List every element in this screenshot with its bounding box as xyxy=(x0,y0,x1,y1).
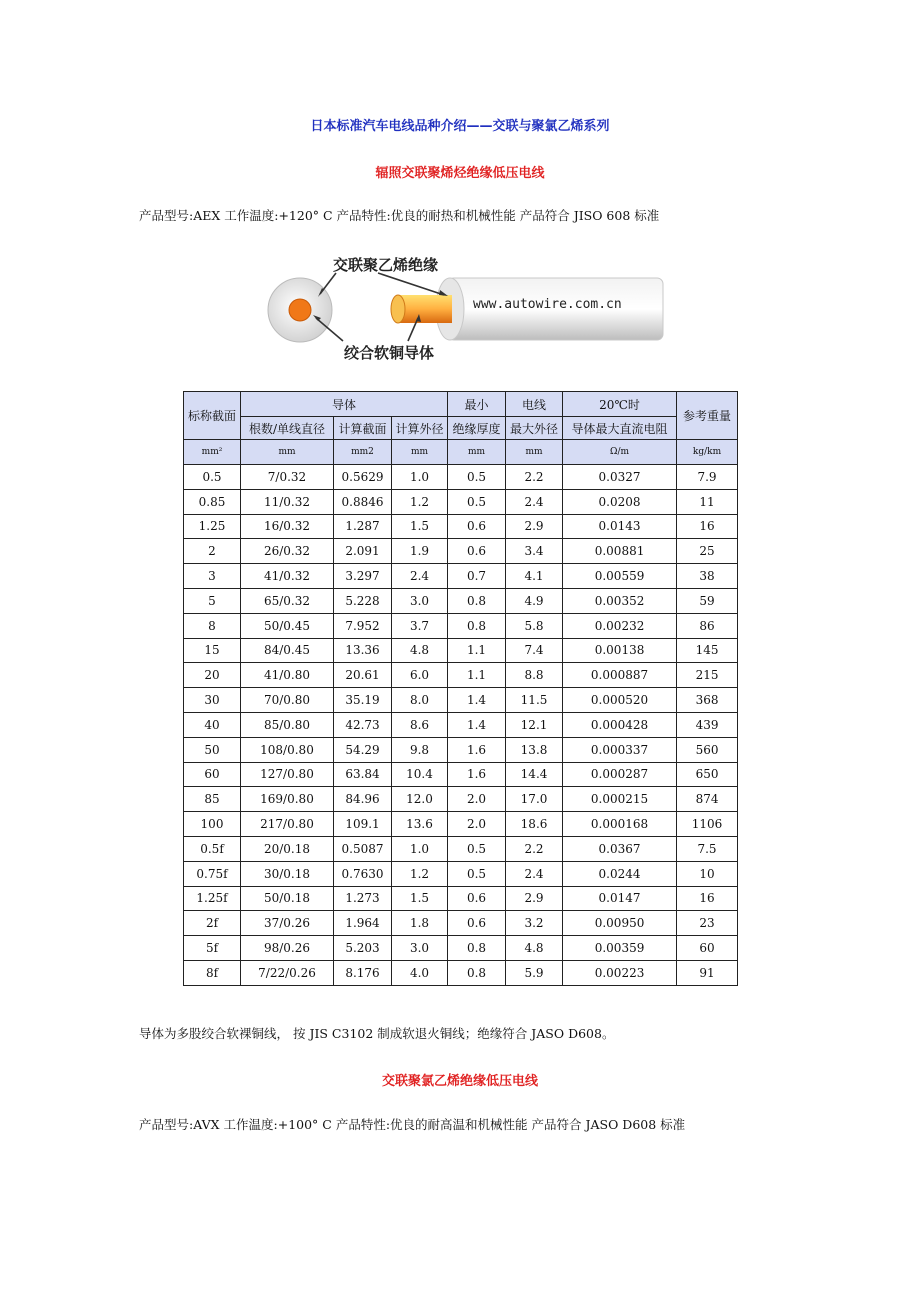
table-cell: 6.0 xyxy=(392,663,448,688)
table-cell: 16/0.32 xyxy=(241,514,334,539)
table-cell: 41/0.80 xyxy=(241,663,334,688)
table-cell: 2.0 xyxy=(448,812,506,837)
table-cell: 85 xyxy=(184,787,241,812)
table-cell: 5.228 xyxy=(334,588,392,613)
table-cell: 0.00950 xyxy=(563,911,677,936)
table-cell: 0.7 xyxy=(448,564,506,589)
table-cell: 3.0 xyxy=(392,588,448,613)
header-resistance-top: 20℃时 xyxy=(563,392,677,417)
table-cell: 2.091 xyxy=(334,539,392,564)
table-row xyxy=(184,465,738,490)
table-cell: 5.9 xyxy=(506,960,563,985)
table-cell: 8.176 xyxy=(334,960,392,985)
table-cell: 100 xyxy=(184,812,241,837)
section2-spec-line: 产品型号:AVX 工作温度:+100° C 产品特性:优良的耐高温和机械性能 产品符合 JASO D608 标准 xyxy=(139,1117,686,1132)
table-cell: 25 xyxy=(677,539,738,564)
table-cell: 0.00232 xyxy=(563,613,677,638)
table-cell: 91 xyxy=(677,960,738,985)
table-cell: 0.00138 xyxy=(563,638,677,663)
section2-heading: 交联聚氯乙烯绝缘低压电线 xyxy=(381,1074,538,1089)
table-cell: 0.5 xyxy=(448,489,506,514)
table-cell: 7.9 xyxy=(677,465,738,490)
table-row xyxy=(184,960,738,985)
table-cell: 1.9 xyxy=(392,539,448,564)
table-cell: 0.6 xyxy=(448,539,506,564)
table-row xyxy=(184,812,738,837)
header-min-top: 最小 xyxy=(448,392,506,417)
table-cell: 2f xyxy=(184,911,241,936)
table-row xyxy=(184,588,738,613)
table-cell: 368 xyxy=(677,688,738,713)
table-row xyxy=(184,638,738,663)
unit-calc-section: mm2 xyxy=(334,440,392,465)
table-cell: 0.0327 xyxy=(563,465,677,490)
table-row xyxy=(184,886,738,911)
header-calc-section: 计算截面 xyxy=(334,417,392,440)
table-row xyxy=(184,688,738,713)
table-cell: 40 xyxy=(184,712,241,737)
table-cell: 8 xyxy=(184,613,241,638)
table-cell: 2.2 xyxy=(506,465,563,490)
table-cell: 7.4 xyxy=(506,638,563,663)
table-cell: 84/0.45 xyxy=(241,638,334,663)
conductor-label: 绞合软铜导体 xyxy=(344,344,435,362)
table-cell: 7/22/0.26 xyxy=(241,960,334,985)
table-cell: 4.0 xyxy=(392,960,448,985)
table-cell: 1.4 xyxy=(448,688,506,713)
table-cell: 1.25 xyxy=(184,514,241,539)
table-cell: 10 xyxy=(677,861,738,886)
table-cell: 17.0 xyxy=(506,787,563,812)
table-cell: 35.19 xyxy=(334,688,392,713)
unit-nominal: mm² xyxy=(184,440,241,465)
unit-resistance: Ω/m xyxy=(563,440,677,465)
table-cell: 18.6 xyxy=(506,812,563,837)
cable-diagram xyxy=(258,248,668,373)
table-cell: 65/0.32 xyxy=(241,588,334,613)
table-cell: 4.8 xyxy=(506,936,563,961)
table-cell: 4.1 xyxy=(506,564,563,589)
table-cell: 217/0.80 xyxy=(241,812,334,837)
table-cell: 1106 xyxy=(677,812,738,837)
header-min-thickness: 绝缘厚度 xyxy=(448,417,506,440)
table-cell: 20.61 xyxy=(334,663,392,688)
table-cell: 1.5 xyxy=(392,514,448,539)
table-cell: 0.00223 xyxy=(563,960,677,985)
table-cell: 54.29 xyxy=(334,737,392,762)
table-cell: 7.5 xyxy=(677,836,738,861)
table-cell: 0.5 xyxy=(184,465,241,490)
table-row xyxy=(184,514,738,539)
table-cell: 13.6 xyxy=(392,812,448,837)
table-cell: 1.2 xyxy=(392,861,448,886)
table-row xyxy=(184,663,738,688)
table-cell: 16 xyxy=(677,514,738,539)
table-cell: 38 xyxy=(677,564,738,589)
table-cell: 0.5 xyxy=(448,465,506,490)
table-cell: 0.5087 xyxy=(334,836,392,861)
table-cell: 60 xyxy=(677,936,738,961)
table-row xyxy=(184,539,738,564)
section1-heading: 辐照交联聚烯烃绝缘低压电线 xyxy=(375,166,545,181)
table-cell: 23 xyxy=(677,911,738,936)
table-cell: 874 xyxy=(677,787,738,812)
table-row xyxy=(184,564,738,589)
table-cell: 1.273 xyxy=(334,886,392,911)
cross-section-conductor xyxy=(289,299,311,321)
table-cell: 59 xyxy=(677,588,738,613)
header-nominal-section: 标称截面 xyxy=(184,392,241,440)
table-cell: 3.7 xyxy=(392,613,448,638)
table-cell: 0.0367 xyxy=(563,836,677,861)
table-cell: 2.4 xyxy=(392,564,448,589)
table-cell: 41/0.32 xyxy=(241,564,334,589)
table-cell: 86 xyxy=(677,613,738,638)
table-cell: 13.8 xyxy=(506,737,563,762)
table-cell: 7/0.32 xyxy=(241,465,334,490)
table-cell: 1.0 xyxy=(392,836,448,861)
table-cell: 1.4 xyxy=(448,712,506,737)
table-row xyxy=(184,712,738,737)
unit-strands: mm xyxy=(241,440,334,465)
table-cell: 0.6 xyxy=(448,514,506,539)
table-cell: 0.000520 xyxy=(563,688,677,713)
header-weight: 参考重量 xyxy=(677,392,738,440)
table-cell: 0.85 xyxy=(184,489,241,514)
table-cell: 0.7630 xyxy=(334,861,392,886)
header-conductor: 导体 xyxy=(241,392,448,417)
page-title: 日本标准汽车电线品种介绍——交联与聚氯乙烯系列 xyxy=(310,119,610,134)
table-cell: 3.4 xyxy=(506,539,563,564)
table-cell: 0.00352 xyxy=(563,588,677,613)
watermark-url: www.autowire.com.cn xyxy=(473,297,622,312)
table-cell: 10.4 xyxy=(392,762,448,787)
header-wire-max-od: 最大外径 xyxy=(506,417,563,440)
table-cell: 2.9 xyxy=(506,886,563,911)
table-row xyxy=(184,762,738,787)
table-cell: 1.0 xyxy=(392,465,448,490)
table-cell: 169/0.80 xyxy=(241,787,334,812)
table-cell: 60 xyxy=(184,762,241,787)
table-cell: 0.8846 xyxy=(334,489,392,514)
table-cell: 3.297 xyxy=(334,564,392,589)
table-cell: 12.0 xyxy=(392,787,448,812)
table-cell: 30/0.18 xyxy=(241,861,334,886)
header-resistance: 导体最大直流电阻 xyxy=(563,417,677,440)
table-cell: 1.6 xyxy=(448,737,506,762)
table-row xyxy=(184,936,738,961)
table-cell: 0.5f xyxy=(184,836,241,861)
section1-spec-line: 产品型号:AEX 工作温度:+120° C 产品特性:优良的耐热和机械性能 产品符合 JISO 608 标准 xyxy=(139,208,660,223)
table-cell: 5.203 xyxy=(334,936,392,961)
spec-table xyxy=(183,391,738,986)
table-cell: 3.2 xyxy=(506,911,563,936)
table-row xyxy=(184,861,738,886)
table-row xyxy=(184,489,738,514)
table-cell: 0.00881 xyxy=(563,539,677,564)
table-cell: 8.8 xyxy=(506,663,563,688)
table-cell: 0.5629 xyxy=(334,465,392,490)
table-cell: 11/0.32 xyxy=(241,489,334,514)
table-cell: 0.8 xyxy=(448,588,506,613)
header-wire-top: 电线 xyxy=(506,392,563,417)
table-cell: 0.0208 xyxy=(563,489,677,514)
table-cell: 5 xyxy=(184,588,241,613)
table-cell: 0.0244 xyxy=(563,861,677,886)
table-cell: 0.75f xyxy=(184,861,241,886)
copper-conductor xyxy=(398,295,452,323)
conductor-note: 导体为多股绞合软裸铜线， 按 JIS C3102 制成软退火铜线；绝缘符合 JASO D608。 xyxy=(139,1026,615,1041)
spec-table-body xyxy=(184,465,738,986)
table-cell: 2 xyxy=(184,539,241,564)
table-cell: 0.8 xyxy=(448,613,506,638)
table-cell: 0.8 xyxy=(448,936,506,961)
table-cell: 1.5 xyxy=(392,886,448,911)
table-row xyxy=(184,911,738,936)
table-row xyxy=(184,787,738,812)
table-cell: 37/0.26 xyxy=(241,911,334,936)
table-cell: 63.84 xyxy=(334,762,392,787)
table-cell: 145 xyxy=(677,638,738,663)
table-cell: 26/0.32 xyxy=(241,539,334,564)
table-cell: 70/0.80 xyxy=(241,688,334,713)
table-cell: 0.6 xyxy=(448,911,506,936)
table-cell: 0.000887 xyxy=(563,663,677,688)
table-cell: 1.1 xyxy=(448,663,506,688)
table-cell: 8.0 xyxy=(392,688,448,713)
table-cell: 109.1 xyxy=(334,812,392,837)
table-cell: 0.00359 xyxy=(563,936,677,961)
table-cell: 0.000428 xyxy=(563,712,677,737)
table-cell: 8f xyxy=(184,960,241,985)
table-cell: 0.5 xyxy=(448,836,506,861)
table-cell: 439 xyxy=(677,712,738,737)
table-cell: 0.6 xyxy=(448,886,506,911)
table-cell: 0.5 xyxy=(448,861,506,886)
table-cell: 12.1 xyxy=(506,712,563,737)
table-cell: 5f xyxy=(184,936,241,961)
table-cell: 20/0.18 xyxy=(241,836,334,861)
table-cell: 4.9 xyxy=(506,588,563,613)
table-cell: 9.8 xyxy=(392,737,448,762)
unit-calc-od: mm xyxy=(392,440,448,465)
table-cell: 0.8 xyxy=(448,960,506,985)
table-cell: 50/0.45 xyxy=(241,613,334,638)
table-cell: 42.73 xyxy=(334,712,392,737)
table-row xyxy=(184,613,738,638)
table-cell: 7.952 xyxy=(334,613,392,638)
header-calc-od: 计算外径 xyxy=(392,417,448,440)
table-row xyxy=(184,737,738,762)
table-cell: 3 xyxy=(184,564,241,589)
table-cell: 0.000168 xyxy=(563,812,677,837)
table-cell: 2.2 xyxy=(506,836,563,861)
table-cell: 84.96 xyxy=(334,787,392,812)
table-cell: 0.0147 xyxy=(563,886,677,911)
table-cell: 1.25f xyxy=(184,886,241,911)
unit-min-thickness: mm xyxy=(448,440,506,465)
table-cell: 108/0.80 xyxy=(241,737,334,762)
table-cell: 0.0143 xyxy=(563,514,677,539)
table-cell: 85/0.80 xyxy=(241,712,334,737)
table-cell: 650 xyxy=(677,762,738,787)
table-cell: 20 xyxy=(184,663,241,688)
table-cell: 560 xyxy=(677,737,738,762)
table-cell: 127/0.80 xyxy=(241,762,334,787)
table-cell: 2.0 xyxy=(448,787,506,812)
table-cell: 1.2 xyxy=(392,489,448,514)
table-cell: 14.4 xyxy=(506,762,563,787)
table-cell: 13.36 xyxy=(334,638,392,663)
unit-weight: kg/km xyxy=(677,440,738,465)
table-cell: 0.000215 xyxy=(563,787,677,812)
header-strands: 根数/单线直径 xyxy=(241,417,334,440)
table-row xyxy=(184,836,738,861)
unit-wire-od: mm xyxy=(506,440,563,465)
table-cell: 98/0.26 xyxy=(241,936,334,961)
table-cell: 11 xyxy=(677,489,738,514)
table-cell: 8.6 xyxy=(392,712,448,737)
table-cell: 2.4 xyxy=(506,861,563,886)
table-cell: 16 xyxy=(677,886,738,911)
table-cell: 0.000287 xyxy=(563,762,677,787)
table-cell: 0.000337 xyxy=(563,737,677,762)
table-cell: 1.964 xyxy=(334,911,392,936)
table-cell: 11.5 xyxy=(506,688,563,713)
table-cell: 2.9 xyxy=(506,514,563,539)
table-cell: 1.6 xyxy=(448,762,506,787)
table-cell: 15 xyxy=(184,638,241,663)
table-cell: 4.8 xyxy=(392,638,448,663)
insulation-label: 交联聚乙烯绝缘 xyxy=(333,256,439,274)
table-cell: 1.8 xyxy=(392,911,448,936)
table-cell: 3.0 xyxy=(392,936,448,961)
table-cell: 215 xyxy=(677,663,738,688)
table-cell: 2.4 xyxy=(506,489,563,514)
table-cell: 30 xyxy=(184,688,241,713)
table-cell: 0.00559 xyxy=(563,564,677,589)
table-cell: 1.1 xyxy=(448,638,506,663)
table-cell: 50 xyxy=(184,737,241,762)
table-cell: 1.287 xyxy=(334,514,392,539)
table-cell: 50/0.18 xyxy=(241,886,334,911)
table-cell: 5.8 xyxy=(506,613,563,638)
